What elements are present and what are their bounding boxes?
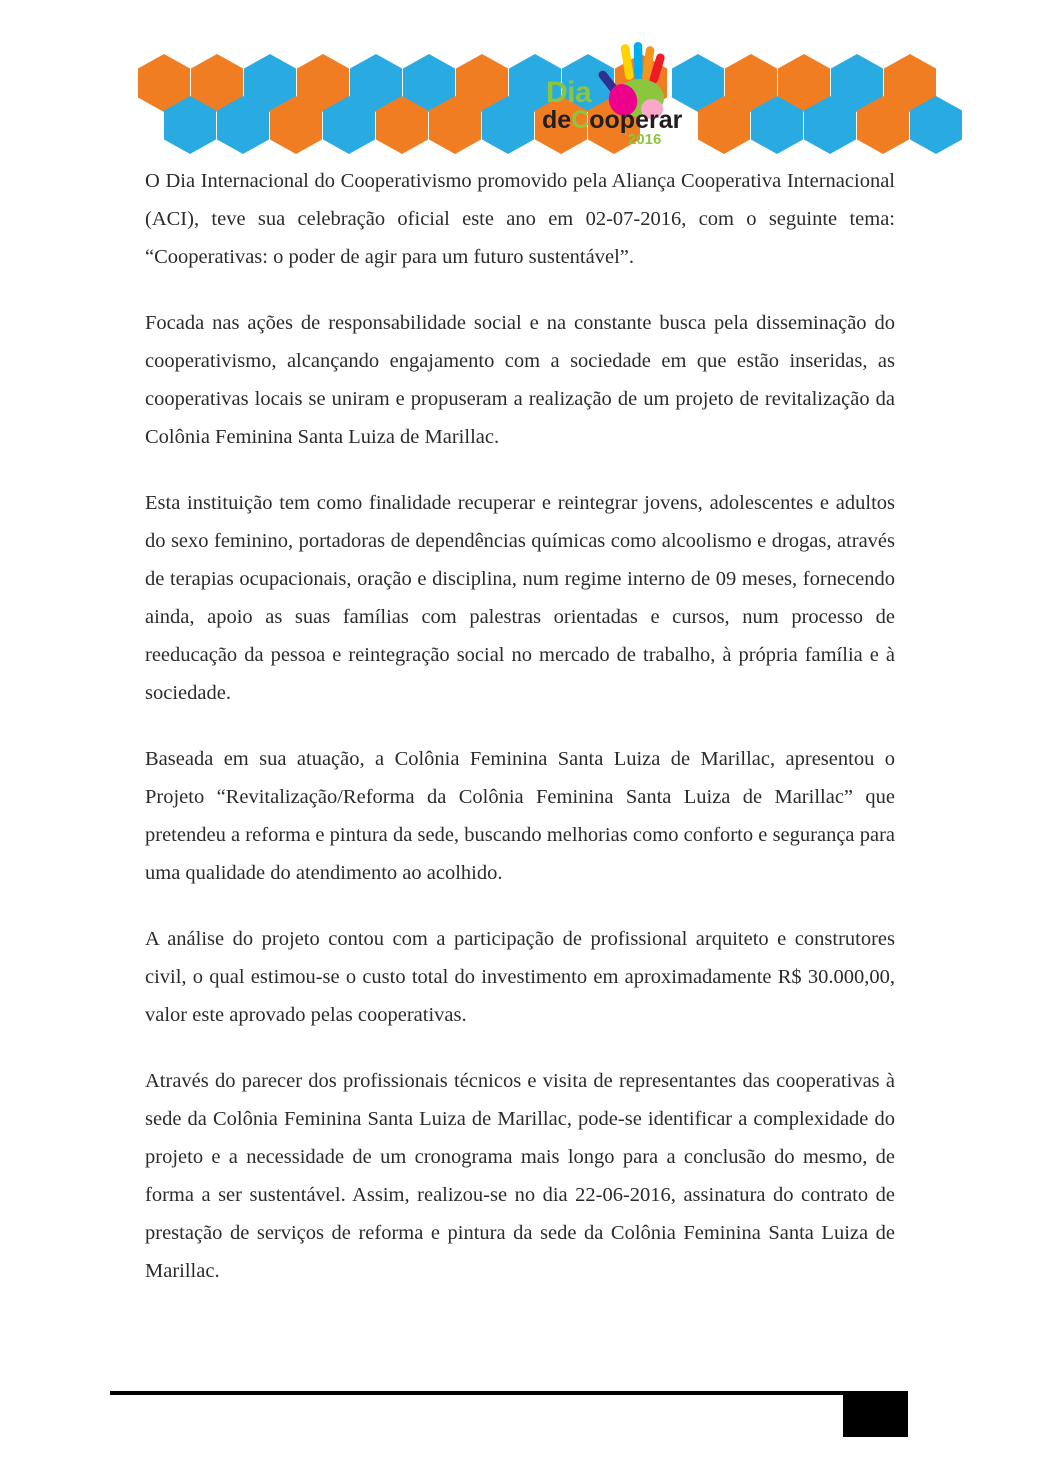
paragraph: Focada nas ações de responsabilidade social e na constante busca pela disseminação do cooperativismo, alcançando engajamento com a sociedade em que estão inseridas, as cooperativas locais se uniram e propuseram a realização de um projeto de revitalização da Colônia Feminina Santa Luiza de Marillac. [145, 312, 895, 448]
footer-redacted-block [843, 1391, 908, 1437]
logo-text-dia: Dia [546, 76, 592, 109]
hexagon-cluster-right [672, 54, 963, 144]
paragraph: Esta instituição tem como finalidade recuperar e reintegrar jovens, adolescentes e adultos do sexo feminino, portadoras de dependências químicas como alcoolismo e drogas, através de terapias ocupacionais, oração e disciplina, num regime interno de 09 meses, fornecendo ainda, apoio as suas famílias com palestras orientadas e cursos, num processo de reeducação da pessoa e reintegração social no mercado de trabalho, à própria família e à sociedade. [145, 492, 895, 704]
hexagon-row-top [672, 54, 963, 102]
logo-text-cooperar: Cooperar [571, 106, 683, 134]
logo-text-de: de [542, 106, 572, 134]
logo-text-year: 2016 [628, 131, 662, 148]
footer-divider [110, 1391, 843, 1395]
logo-text-decooperar [542, 108, 682, 133]
paragraph: O Dia Internacional do Cooperativismo promovido pela Aliança Cooperativa Internacional (ACI), teve sua celebração oficial este ano em 02-07-2016, com o seguinte tema: “Cooperativas: o poder de agir para um futuro sustentável”. [145, 170, 895, 268]
document-header [0, 0, 1040, 160]
paragraph: Através do parecer dos profissionais técnicos e visita de representantes das cooperativas à sede da Colônia Feminina Santa Luiza de Marillac, pode-se identificar a complexidade do projeto e a necessidade de um cronograma mais longo para a conclusão do mesmo, de forma a ser sustentável. Assim, realizou-se no dia 22-06-2016, assinatura do contrato de prestação de serviços de reforma e pintura da sede da Colônia Feminina Santa Luiza de Marillac. [145, 1070, 895, 1282]
paragraph: A análise do projeto contou com a participação de profissional arquiteto e construtores civil, o qual estimou-se o custo total do investimento em aproximadamente R$ 30.000,00, valor este aprovado pelas cooperativas. [145, 928, 895, 1026]
document-body [145, 162, 895, 1290]
paragraph: Baseada em sua atuação, a Colônia Feminina Santa Luiza de Marillac, apresentou o Projeto “Revitalização/Reforma da Colônia Feminina Santa Luiza de Marillac” que pretendeu a reforma e pintura da sede, buscando melhorias como conforto e segurança para uma qualidade do atendimento ao acolhido. [145, 748, 895, 884]
dia-de-cooperar-logo [540, 42, 683, 154]
